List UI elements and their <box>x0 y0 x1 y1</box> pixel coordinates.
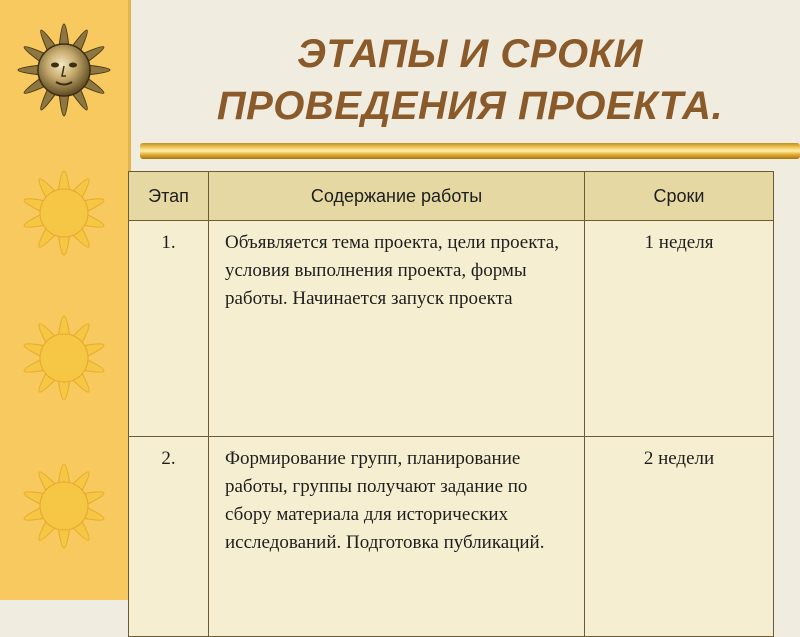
sun-icon <box>2 438 128 573</box>
table-row <box>129 221 774 437</box>
title-line-2: ПРОВЕДЕНИЯ ПРОЕКТА. <box>216 84 724 128</box>
stage-cell: 1. <box>129 221 209 437</box>
title-line-1: ЭТАПЫ И СРОКИ <box>297 32 643 76</box>
slide-title <box>140 28 800 132</box>
sun-icon <box>2 145 128 280</box>
header-term: Сроки <box>585 172 774 221</box>
term-cell: 2 недели <box>585 437 774 637</box>
header-stage: Этап <box>129 172 209 221</box>
gold-divider <box>140 143 800 159</box>
content-cell: Формирование групп, планирование работы, группы получают задание по сбору материала для исторических исследований. Подготовка публикаций. <box>209 437 585 637</box>
face-sun-icon <box>0 0 130 140</box>
table-header-row <box>129 172 774 221</box>
table-row <box>129 437 774 637</box>
term-cell: 1 неделя <box>585 221 774 437</box>
stage-cell: 2. <box>129 437 209 637</box>
sun-icon <box>2 290 128 425</box>
project-stages-table <box>128 171 774 637</box>
header-content: Содержание работы <box>209 172 585 221</box>
content-cell: Объявляется тема проекта, цели проекта, условия выполнения проекта, формы работы. Начинается запуск проекта <box>209 221 585 437</box>
